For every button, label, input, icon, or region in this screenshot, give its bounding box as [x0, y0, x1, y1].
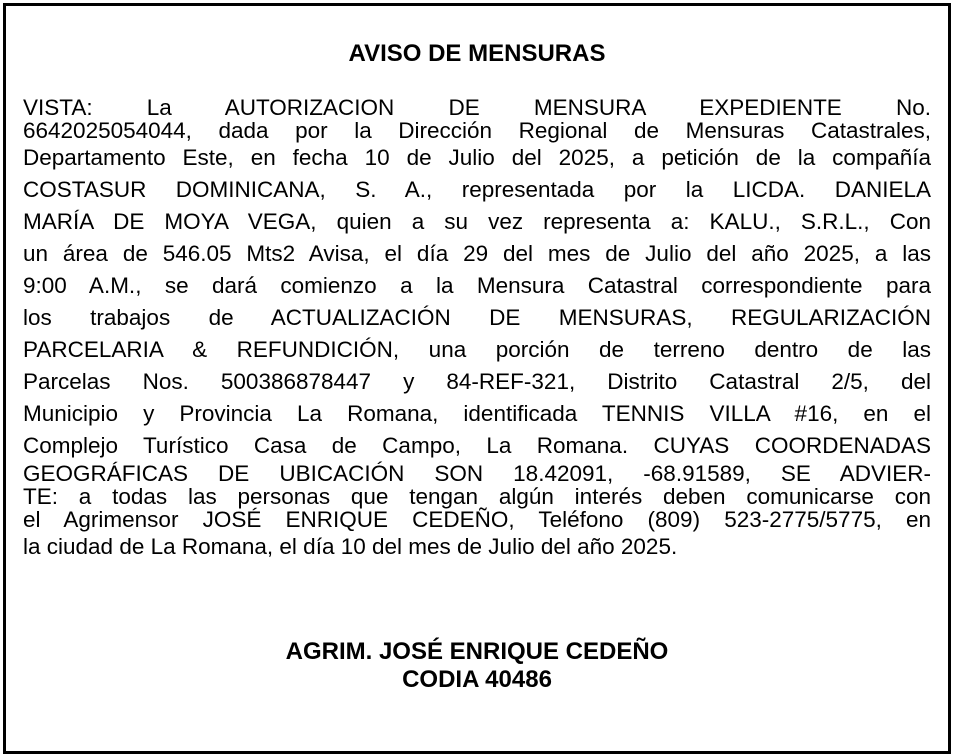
body-line: MARÍA DE MOYA VEGA, quien a su vez representa a: KALU., S.R.L., Con [23, 209, 931, 234]
signature-code: CODIA 40486 [402, 666, 552, 693]
notice-title: AVISO DE MENSURAS [348, 40, 606, 67]
body-line: COSTASUR DOMINICANA, S. A., representada por la LICDA. DANIELA [23, 177, 931, 202]
body-line: PARCELARIA & REFUNDICIÓN, una porción de terreno dentro de las [23, 337, 931, 362]
body-line: GEOGRÁFICAS DE UBICACIÓN SON 18.42091, -68.91589, SE ADVIER- [23, 461, 931, 486]
signature-block [6, 638, 948, 694]
body-line: VISTA: La AUTORIZACION DE MENSURA EXPEDIENTE No. [23, 95, 931, 120]
body-line: Municipio y Provincia La Romana, identificada TENNIS VILLA #16, en el [23, 401, 931, 426]
body-line: la ciudad de La Romana, el día 10 del mes de Julio del año 2025. [23, 534, 678, 559]
body-line: el Agrimensor JOSÉ ENRIQUE CEDEÑO, Teléfono (809) 523-2775/5775, en [23, 507, 931, 532]
body-line: 9:00 A.M., se dará comienzo a la Mensura Catastral correspondiente para [23, 273, 931, 298]
body-line: Parcelas Nos. 500386878447 y 84-REF-321, Distrito Catastral 2/5, del [23, 369, 931, 394]
body-line: los trabajos de ACTUALIZACIÓN DE MENSURAS, REGULARIZACIÓN [23, 305, 931, 330]
body-line: un área de 546.05 Mts2 Avisa, el día 29 del mes de Julio del año 2025, a las [23, 241, 931, 266]
legal-notice [3, 3, 951, 754]
notice-body [23, 96, 931, 563]
body-line: TE: a todas las personas que tengan algún interés deben comunicarse con [23, 484, 931, 509]
body-line: Departamento Este, en fecha 10 de Julio del 2025, a petición de la compañía [23, 145, 931, 170]
signature-name: AGRIM. JOSÉ ENRIQUE CEDEÑO [285, 638, 669, 665]
body-line: Complejo Turístico Casa de Campo, La Romana. CUYAS COORDENADAS [23, 433, 931, 458]
body-line: 6642025054044, dada por la Dirección Regional de Mensuras Catastrales, [23, 118, 931, 143]
